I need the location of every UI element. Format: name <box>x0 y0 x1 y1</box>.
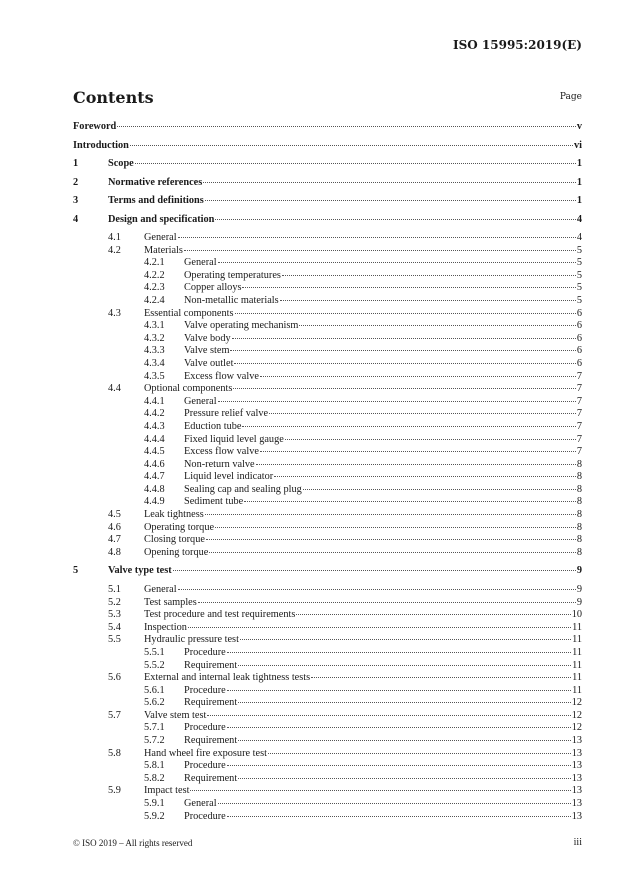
toc-entry-number: 4.3.3 <box>144 345 165 357</box>
toc-entry-title: Non-metallic materials <box>184 294 279 306</box>
toc-entry-title: External and internal leak tightness tests <box>144 672 311 684</box>
toc-entry-page: 6 <box>576 320 582 332</box>
toc-entry-title: Terms and definitions <box>108 195 204 206</box>
toc-entry-number: 4.4.4 <box>144 433 165 445</box>
toc-entry-page: 7 <box>576 383 582 395</box>
toc-entry-title: Valve stem <box>184 345 230 357</box>
toc-entry-number: 4.6 <box>108 521 121 533</box>
toc-entry-number: 4.2.2 <box>144 269 165 281</box>
toc-entry-title: Procedure <box>184 646 226 658</box>
toc-entry-title: Valve operating mechanism <box>184 320 299 332</box>
toc-entry-page: 5 <box>576 269 582 281</box>
toc-entry-title: Test procedure and test requirements <box>144 609 296 621</box>
toc-entry-page: 11 <box>572 659 582 671</box>
toc-entry[interactable] <box>73 158 582 177</box>
toc-entry[interactable] <box>73 685 582 698</box>
toc-entry[interactable] <box>73 522 582 535</box>
toc-entry-page: 7 <box>576 370 582 382</box>
toc-entry[interactable] <box>73 358 582 371</box>
toc-entry-page: 5 <box>576 294 582 306</box>
toc-entry-number: 4.3.5 <box>144 370 165 382</box>
toc-entry-number: 5.5 <box>108 634 121 646</box>
toc-entry-number: 5.5.2 <box>144 659 165 671</box>
toc-entry-title: Design and specification <box>108 213 215 225</box>
dot-leader <box>238 740 571 741</box>
dot-leader <box>227 727 571 728</box>
toc-entry-page: 7 <box>576 446 582 458</box>
dot-leader <box>205 514 576 515</box>
dot-leader <box>260 376 576 377</box>
dot-leader <box>178 237 576 238</box>
toc-entry[interactable] <box>73 735 582 748</box>
toc-entry-title: Operating temperatures <box>184 269 281 281</box>
toc-entry[interactable] <box>73 245 582 258</box>
copyright-notice: © ISO 2019 – All rights reserved <box>73 838 193 848</box>
toc-entry[interactable] <box>73 798 582 811</box>
toc-entry[interactable] <box>73 748 582 761</box>
toc-entry-number: 1 <box>73 158 79 169</box>
toc-entry[interactable] <box>73 710 582 723</box>
toc-entry-title: Inspection <box>144 621 187 633</box>
toc-entry-title: Optional components <box>144 383 233 395</box>
dot-leader <box>242 426 575 427</box>
toc-entry[interactable] <box>73 383 582 396</box>
toc-entry[interactable] <box>73 421 582 434</box>
toc-entry-number: 4.4.9 <box>144 496 165 508</box>
toc-entry[interactable] <box>73 471 582 484</box>
dot-leader <box>230 350 575 351</box>
dot-leader <box>234 363 575 364</box>
toc-entry-page: 13 <box>571 747 582 759</box>
toc-entry-title: Pressure relief valve <box>184 408 269 420</box>
toc-entry-page: 11 <box>572 646 582 658</box>
toc-entry-number: 4.7 <box>108 534 121 546</box>
toc-entry-number: 4.3.2 <box>144 332 165 344</box>
dot-leader <box>232 338 576 339</box>
toc-entry-page: 12 <box>571 722 582 734</box>
toc-entry[interactable] <box>73 396 582 409</box>
dot-leader <box>285 439 576 440</box>
toc-entry-page: 8 <box>576 471 582 483</box>
toc-entry-number: 4.2 <box>108 244 121 256</box>
toc-entry-number: 2 <box>73 176 79 188</box>
toc-entry-page: 8 <box>576 496 582 508</box>
dot-leader <box>184 250 576 251</box>
toc-entry-page: 13 <box>571 735 582 747</box>
dot-leader <box>282 275 576 276</box>
toc-entry-page: 11 <box>572 672 582 684</box>
toc-entry-number: 4.4.2 <box>144 408 165 420</box>
toc-entry-title: Excess flow valve <box>184 370 259 382</box>
toc-entry-page: 11 <box>572 621 582 633</box>
dot-leader <box>227 765 571 766</box>
toc-entry-page: 13 <box>571 798 582 810</box>
toc-entry-number: 4.4.3 <box>144 420 165 432</box>
toc-entry-title: Procedure <box>184 760 226 772</box>
toc-entry[interactable] <box>73 140 582 159</box>
toc-entry[interactable] <box>73 371 582 384</box>
toc-entry-number: 5.6.2 <box>144 697 165 709</box>
toc-entry-page: 4 <box>576 232 582 243</box>
dot-leader <box>244 501 576 502</box>
toc-entry-number: 4.4.8 <box>144 483 165 495</box>
dot-leader <box>203 182 576 183</box>
toc-entry-page: 1 <box>576 195 582 206</box>
toc-entry-title: General <box>144 232 177 243</box>
dot-leader <box>256 464 576 465</box>
toc-entry-title: Essential components <box>144 307 234 319</box>
toc-entry[interactable] <box>73 459 582 472</box>
toc-entry[interactable] <box>73 270 582 283</box>
toc-entry-title: Procedure <box>184 810 226 822</box>
toc-entry-page: 8 <box>576 509 582 521</box>
toc-entry-page: 5 <box>576 282 582 294</box>
toc-entry-number: 4.3.1 <box>144 320 165 332</box>
dot-leader <box>303 489 576 490</box>
toc-entry[interactable] <box>73 697 582 710</box>
toc-entry[interactable] <box>73 634 582 647</box>
dot-leader <box>117 126 576 127</box>
toc-entry-title: Impact test <box>144 785 190 797</box>
toc-entry-title: Procedure <box>184 684 226 696</box>
toc-entry[interactable] <box>73 345 582 358</box>
toc-entry-title: Sediment tube <box>184 496 244 508</box>
dot-leader <box>238 778 571 779</box>
toc-entry-page: 7 <box>576 408 582 420</box>
toc-entry-page: 12 <box>571 709 582 721</box>
toc-entry[interactable] <box>73 496 582 509</box>
toc-entry[interactable] <box>73 647 582 660</box>
toc-entry-number: 4.8 <box>108 546 121 558</box>
toc-entry-page: 10 <box>571 609 582 621</box>
toc-entry[interactable] <box>73 760 582 773</box>
toc-entry-number: 4.5 <box>108 509 121 521</box>
toc-entry-number: 4 <box>73 213 79 225</box>
toc-entry-page: 13 <box>571 785 582 797</box>
toc-entry-title: Requirement <box>184 735 238 747</box>
toc-entry-page: 5 <box>576 244 582 256</box>
toc-entry-title: Sealing cap and sealing plug <box>184 483 302 495</box>
toc-entry-page: v <box>576 121 582 132</box>
toc-entry[interactable] <box>73 584 582 597</box>
toc-entry-title: Valve type test <box>108 565 172 577</box>
dot-leader <box>206 539 576 540</box>
toc-entry-number: 5.1 <box>108 583 121 595</box>
toc-entry-title: Hydraulic pressure test <box>144 634 239 646</box>
toc-entry[interactable] <box>73 484 582 497</box>
document-reference: ISO 15995:2019(E) <box>453 38 582 52</box>
toc-entry-title: General <box>184 798 217 810</box>
toc-entry-title: Valve stem test <box>144 709 207 721</box>
toc-entry-page: 7 <box>576 395 582 407</box>
toc-entry-page: 13 <box>571 760 582 772</box>
toc-entry-page: 13 <box>571 810 582 822</box>
toc-entry-title: General <box>184 257 217 269</box>
toc-entry[interactable] <box>73 282 582 295</box>
toc-entry-number: 5.2 <box>108 596 121 608</box>
dot-leader <box>205 200 576 201</box>
dot-leader <box>178 589 576 590</box>
toc-entry[interactable] <box>73 257 582 270</box>
toc-entry-page: 6 <box>576 307 582 319</box>
toc-entry-number: 4.3 <box>108 307 121 319</box>
toc-entry[interactable] <box>73 320 582 333</box>
toc-entry-title: Non-return valve <box>184 458 255 470</box>
dot-leader <box>218 803 571 804</box>
toc-entry-title: Hand wheel fire exposure test <box>144 747 267 759</box>
dot-leader <box>173 570 576 571</box>
dot-leader <box>198 602 576 603</box>
toc-entry-number: 5.9.2 <box>144 810 165 822</box>
toc-entry-title: Scope <box>108 158 134 169</box>
dot-leader <box>190 790 570 791</box>
toc-entry-page: 12 <box>571 697 582 709</box>
toc-entry-title: Materials <box>144 244 183 256</box>
toc-entry-number: 4.2.1 <box>144 257 165 269</box>
toc-entry-number: 5.6.1 <box>144 684 165 696</box>
toc-entry-title: Eduction tube <box>184 420 242 432</box>
toc-entry-number: 4.4.6 <box>144 458 165 470</box>
toc-entry-page: 6 <box>576 357 582 369</box>
toc-entry-page: 8 <box>576 483 582 495</box>
toc-entry[interactable] <box>73 811 582 824</box>
toc-entry-page: 1 <box>576 176 582 188</box>
toc-entry-number: 4.3.4 <box>144 357 165 369</box>
toc-entry[interactable] <box>73 177 582 196</box>
toc-entry-title: General <box>184 395 217 407</box>
toc-entry-title: Introduction <box>73 139 129 151</box>
toc-entry[interactable] <box>73 773 582 786</box>
dot-leader <box>218 262 576 263</box>
toc-entry[interactable] <box>73 214 582 233</box>
dot-leader <box>311 677 571 678</box>
toc-entry-title: Requirement <box>184 697 238 709</box>
toc-entry[interactable] <box>73 609 582 622</box>
contents-title: Contents <box>73 88 154 107</box>
toc-entry-title: Test samples <box>144 596 197 608</box>
toc-entry-number: 5 <box>73 565 79 577</box>
toc-entry-number: 4.2.3 <box>144 282 165 294</box>
toc-entry-number: 5.9.1 <box>144 798 165 810</box>
toc-entry-title: General <box>144 583 177 595</box>
toc-entry-title: Valve outlet <box>184 357 234 369</box>
toc-entry-number: 4.4.5 <box>144 446 165 458</box>
toc-entry[interactable] <box>73 434 582 447</box>
dot-leader <box>209 552 576 553</box>
toc-entry-title: Leak tightness <box>144 509 204 521</box>
toc-entry-number: 5.8.2 <box>144 772 165 784</box>
toc-entry-title: Normative references <box>108 176 203 188</box>
dot-leader <box>269 413 576 414</box>
dot-leader <box>227 690 571 691</box>
toc-entry-number: 4.4.7 <box>144 471 165 483</box>
toc-entry-page: 8 <box>576 458 582 470</box>
toc-entry[interactable] <box>73 565 582 584</box>
toc-entry-page: 8 <box>576 534 582 546</box>
toc-entry-number: 5.7.1 <box>144 722 165 734</box>
toc-entry[interactable] <box>73 660 582 673</box>
toc-entry-title: Liquid level indicator <box>184 471 274 483</box>
toc-entry-title: Opening torque <box>144 546 209 558</box>
toc-entry-title: Copper alloys <box>184 282 242 294</box>
toc-entry[interactable] <box>73 597 582 610</box>
toc-entry-page: 11 <box>572 634 582 646</box>
toc-entry-title: Valve body <box>184 332 231 344</box>
dot-leader <box>227 816 571 817</box>
toc-entry-page: 13 <box>571 772 582 784</box>
toc-entry-title: Operating torque <box>144 521 215 533</box>
toc-entry[interactable] <box>73 534 582 547</box>
toc-entry[interactable] <box>73 232 582 245</box>
toc-entry-page: 6 <box>576 332 582 344</box>
toc-entry-number: 5.6 <box>108 672 121 684</box>
toc-entry[interactable] <box>73 408 582 421</box>
toc-entry-page: 9 <box>576 583 582 595</box>
toc-entry-number: 5.8 <box>108 747 121 759</box>
dot-leader <box>218 401 576 402</box>
dot-leader <box>260 451 576 452</box>
toc-entry-page: 7 <box>576 433 582 445</box>
toc-entry-number: 5.9 <box>108 785 121 797</box>
toc-entry-number: 4.4.1 <box>144 395 165 407</box>
dot-leader <box>296 614 570 615</box>
dot-leader <box>135 163 576 164</box>
toc-entry-page: 7 <box>576 420 582 432</box>
toc-entry-number: 5.5.1 <box>144 646 165 658</box>
page-column-label: Page <box>559 92 582 102</box>
dot-leader <box>215 527 576 528</box>
toc-entry-page: 8 <box>576 521 582 533</box>
dot-leader <box>299 325 575 326</box>
toc-entry-number: 5.8.1 <box>144 760 165 772</box>
toc-entry-page: 1 <box>576 158 582 169</box>
dot-leader <box>280 300 576 301</box>
toc-entry-number: 4.1 <box>108 232 121 243</box>
dot-leader <box>242 287 575 288</box>
toc-entry[interactable] <box>73 121 582 140</box>
dot-leader <box>188 627 571 628</box>
toc-entry-page: 4 <box>576 213 582 225</box>
toc-entry[interactable] <box>73 547 582 560</box>
dot-leader <box>240 639 571 640</box>
toc-entry[interactable] <box>73 785 582 798</box>
toc-entry-title: Fixed liquid level gauge <box>184 433 284 445</box>
dot-leader <box>227 652 571 653</box>
toc-entry-number: 5.4 <box>108 621 121 633</box>
dot-leader <box>268 753 571 754</box>
toc-entry-page: 6 <box>576 345 582 357</box>
dot-leader <box>238 665 571 666</box>
toc-entry[interactable] <box>73 446 582 459</box>
toc-entry-title: Procedure <box>184 722 226 734</box>
toc-entry[interactable] <box>73 509 582 522</box>
toc-entry[interactable] <box>73 672 582 685</box>
dot-leader <box>238 702 571 703</box>
toc-entry-number: 4.4 <box>108 383 121 395</box>
toc-entry-title: Excess flow valve <box>184 446 259 458</box>
toc-entry[interactable] <box>73 622 582 635</box>
toc-entry[interactable] <box>73 195 582 214</box>
toc-entry-page: 9 <box>576 565 582 577</box>
toc-entry-title: Closing torque <box>144 534 205 546</box>
dot-leader <box>235 313 576 314</box>
toc-entry-number: 3 <box>73 195 79 206</box>
dot-leader <box>233 388 575 389</box>
dot-leader <box>207 715 570 716</box>
toc-entry[interactable] <box>73 722 582 735</box>
toc-entry-page: 5 <box>576 257 582 269</box>
page-number: iii <box>573 837 582 848</box>
dot-leader <box>130 145 573 146</box>
toc-entry-page: 11 <box>572 684 582 696</box>
toc-entry-page: 9 <box>576 596 582 608</box>
toc-entry-number: 4.2.4 <box>144 294 165 306</box>
dot-leader <box>274 476 576 477</box>
dot-leader <box>215 219 575 220</box>
table-of-contents <box>73 121 582 823</box>
toc-entry-number: 5.7.2 <box>144 735 165 747</box>
toc-entry-title: Requirement <box>184 659 238 671</box>
toc-entry-page: vi <box>573 139 582 151</box>
toc-entry[interactable] <box>73 333 582 346</box>
toc-entry[interactable] <box>73 295 582 308</box>
toc-entry-title: Foreword <box>73 121 117 132</box>
toc-entry-page: 8 <box>576 546 582 558</box>
toc-entry-number: 5.3 <box>108 609 121 621</box>
toc-entry[interactable] <box>73 308 582 321</box>
toc-entry-title: Requirement <box>184 772 238 784</box>
toc-entry-number: 5.7 <box>108 709 121 721</box>
